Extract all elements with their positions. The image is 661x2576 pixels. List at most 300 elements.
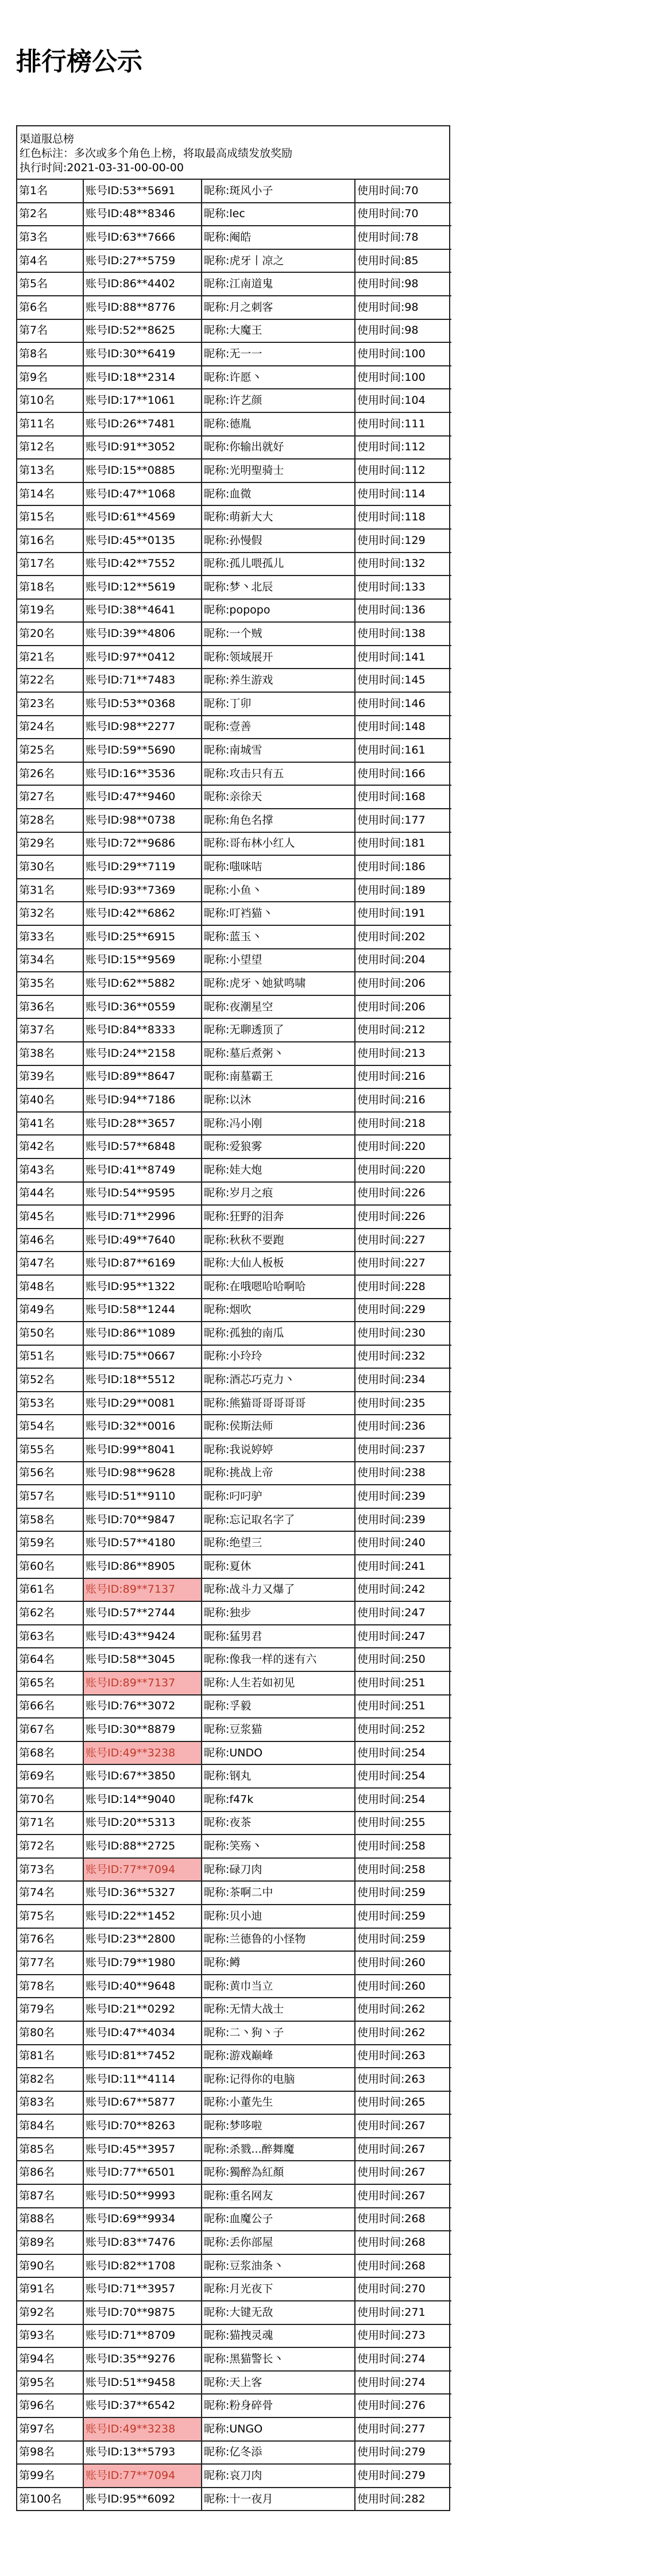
account-id-cell: 账号ID:53**0368 [83,692,202,716]
table-row [17,1299,451,1322]
rank-cell: 第82名 [17,2068,83,2091]
account-id-cell: 账号ID:98**0738 [83,809,202,832]
time-used-cell: 使用时间:202 [355,925,451,949]
table-row [17,1158,451,1182]
time-used-cell: 使用时间:239 [355,1508,451,1532]
nickname-cell: 昵称:丢你部屋 [202,2231,355,2254]
account-id-cell: 账号ID:36**0559 [83,995,202,1019]
account-id-cell: 账号ID:77**6501 [83,2161,202,2184]
time-used-cell: 使用时间:100 [355,342,451,366]
time-used-cell: 使用时间:227 [355,1252,451,1275]
account-id-cell: 账号ID:61**4569 [83,505,202,529]
table-row [17,412,451,436]
rank-cell: 第15名 [17,505,83,529]
time-used-cell: 使用时间:247 [355,1601,451,1625]
table-row [17,855,451,879]
table-row [17,1485,451,1508]
nickname-cell: 昵称:血魔公子 [202,2208,355,2231]
account-id-cell: 账号ID:22**1452 [83,1905,202,1928]
rank-cell: 第80名 [17,2021,83,2045]
time-used-cell: 使用时间:279 [355,2441,451,2465]
table-row [17,1998,451,2021]
time-used-cell: 使用时间:267 [355,2114,451,2138]
account-id-cell: 账号ID:42**6862 [83,902,202,925]
nickname-cell: 昵称:壹善 [202,716,355,739]
table-row [17,739,451,762]
table-row [17,785,451,809]
rank-cell: 第70名 [17,1788,83,1812]
nickname-cell: 昵称:墓后煮粥丶 [202,1042,355,1065]
table-row [17,2208,451,2231]
account-id-cell: 账号ID:47**9460 [83,785,202,809]
table-row [17,366,451,389]
nickname-cell: 昵称:天上客 [202,2371,355,2395]
account-id-cell: 账号ID:70**9875 [83,2301,202,2324]
table-row [17,972,451,995]
nickname-cell: 昵称:钢丸 [202,1764,355,1788]
table-row [17,1695,451,1718]
rank-cell: 第72名 [17,1835,83,1858]
time-used-cell: 使用时间:237 [355,1438,451,1462]
account-id-cell: 账号ID:81**7452 [83,2045,202,2068]
table-row [17,203,451,226]
table-row [17,692,451,716]
nickname-cell: 昵称:岁月之痕 [202,1182,355,1206]
rank-cell: 第12名 [17,436,83,459]
nickname-cell: 昵称:挑战上帝 [202,1462,355,1485]
table-row [17,2184,451,2208]
time-used-cell: 使用时间:206 [355,995,451,1019]
time-used-cell: 使用时间:277 [355,2417,451,2441]
account-id-cell: 账号ID:36**5327 [83,1881,202,1905]
table-row [17,669,451,692]
nickname-cell: 昵称:人生若如初见 [202,1671,355,1695]
account-id-cell: 账号ID:12**5619 [83,576,202,599]
time-used-cell: 使用时间:236 [355,1415,451,1438]
rank-cell: 第24名 [17,716,83,739]
time-used-cell: 使用时间:251 [355,1695,451,1718]
nickname-cell: 昵称:popopo [202,599,355,623]
nickname-cell: 昵称:爱狼雾 [202,1135,355,1158]
nickname-cell: 昵称:小玲玲 [202,1345,355,1369]
time-used-cell: 使用时间:228 [355,1275,451,1299]
rank-cell: 第58名 [17,1508,83,1532]
nickname-cell: 昵称:角色名撑 [202,809,355,832]
account-id-cell: 账号ID:88**2725 [83,1835,202,1858]
nickname-cell: 昵称:孙慢假 [202,529,355,553]
time-used-cell: 使用时间:274 [355,2371,451,2395]
table-row [17,716,451,739]
table-row [17,1648,451,1671]
table-row [17,529,451,553]
table-row [17,832,451,856]
rank-cell: 第9名 [17,366,83,389]
time-used-cell: 使用时间:234 [355,1368,451,1392]
rank-cell: 第29名 [17,832,83,856]
account-id-cell: 账号ID:29**0081 [83,1392,202,1415]
nickname-cell: 昵称:攻击只有五 [202,762,355,786]
page-title: 排行榜公示 [16,47,142,76]
rank-cell: 第34名 [17,949,83,972]
rank-cell: 第21名 [17,646,83,669]
rank-cell: 第13名 [17,459,83,482]
table-row [17,389,451,412]
time-used-cell: 使用时间:259 [355,1928,451,1952]
table-row [17,1951,451,1975]
rank-cell: 第93名 [17,2324,83,2348]
table-row [17,180,451,203]
nickname-cell: 昵称:月之刺客 [202,296,355,319]
nickname-cell: 昵称:小望望 [202,949,355,972]
account-id-cell: 账号ID:89**7137 [83,1671,202,1695]
account-id-cell: 账号ID:29**7119 [83,855,202,879]
time-used-cell: 使用时间:100 [355,366,451,389]
time-used-cell: 使用时间:177 [355,809,451,832]
rank-cell: 第84名 [17,2114,83,2138]
time-used-cell: 使用时间:70 [355,203,451,226]
table-row [17,1905,451,1928]
nickname-cell: 昵称:UNDO [202,1741,355,1765]
table-row [17,1531,451,1555]
nickname-cell: 昵称:夜茶 [202,1812,355,1835]
nickname-cell: 昵称:烟吹 [202,1299,355,1322]
account-id-cell: 账号ID:13**5793 [83,2441,202,2465]
time-used-cell: 使用时间:189 [355,879,451,902]
rank-cell: 第65名 [17,1671,83,1695]
nickname-cell: 昵称:无聊透顶了 [202,1018,355,1042]
nickname-cell: 昵称:UNGO [202,2417,355,2441]
time-used-cell: 使用时间:267 [355,2184,451,2208]
time-used-cell: 使用时间:220 [355,1135,451,1158]
rank-cell: 第74名 [17,1881,83,1905]
rank-cell: 第98名 [17,2441,83,2465]
nickname-cell: 昵称:娃大炮 [202,1158,355,1182]
table-row [17,762,451,786]
nickname-cell: 昵称:亿冬添 [202,2441,355,2465]
nickname-cell: 昵称:黑猫警长丶 [202,2347,355,2371]
nickname-cell: 昵称:哥布林小红人 [202,832,355,856]
account-id-cell: 账号ID:76**3072 [83,1695,202,1718]
time-used-cell: 使用时间:213 [355,1042,451,1065]
table-row [17,2045,451,2068]
table-row [17,2138,451,2161]
rank-cell: 第81名 [17,2045,83,2068]
rank-cell: 第96名 [17,2394,83,2417]
table-row [17,925,451,949]
account-id-cell: 账号ID:95**1322 [83,1275,202,1299]
account-id-cell: 账号ID:71**3957 [83,2277,202,2301]
account-id-cell: 账号ID:17**1061 [83,389,202,412]
rank-cell: 第42名 [17,1135,83,1158]
nickname-cell: 昵称:猫拽灵魂 [202,2324,355,2348]
nickname-cell: 昵称:粉身碎骨 [202,2394,355,2417]
time-used-cell: 使用时间:220 [355,1158,451,1182]
rank-cell: 第46名 [17,1229,83,1252]
account-id-cell: 账号ID:57**4180 [83,1531,202,1555]
rank-cell: 第59名 [17,1531,83,1555]
nickname-cell: 昵称:我说婷婷 [202,1438,355,1462]
account-id-cell: 账号ID:37**6542 [83,2394,202,2417]
table-row [17,1601,451,1625]
nickname-cell: 昵称:丁卯 [202,692,355,716]
table-row [17,1229,451,1252]
nickname-cell: 昵称:德胤 [202,412,355,436]
time-used-cell: 使用时间:129 [355,529,451,553]
nickname-cell: 昵称:月光夜下 [202,2277,355,2301]
channel-label: 渠道服总榜 [20,133,75,145]
rank-cell: 第99名 [17,2464,83,2488]
account-id-cell: 账号ID:67**3850 [83,1764,202,1788]
account-id-cell: 账号ID:77**7094 [83,1858,202,1882]
table-row [17,2301,451,2324]
table-row [17,2114,451,2138]
account-id-cell: 账号ID:79**1980 [83,1951,202,1975]
rank-cell: 第36名 [17,995,83,1019]
table-row [17,2347,451,2371]
time-used-cell: 使用时间:132 [355,553,451,576]
nickname-cell: 昵称:无情大战士 [202,1998,355,2021]
nickname-cell: 昵称:蓝玉丶 [202,925,355,949]
rank-cell: 第22名 [17,669,83,692]
time-used-cell: 使用时间:226 [355,1205,451,1229]
nickname-cell: 昵称:许愿丶 [202,366,355,389]
rank-cell: 第94名 [17,2347,83,2371]
time-used-cell: 使用时间:242 [355,1578,451,1602]
nickname-cell: 昵称:记得你的电脑 [202,2068,355,2091]
table-row [17,272,451,296]
rank-cell: 第37名 [17,1018,83,1042]
table-row [17,1928,451,1952]
rank-cell: 第25名 [17,739,83,762]
account-id-cell: 账号ID:67**5877 [83,2091,202,2115]
rank-cell: 第4名 [17,249,83,273]
time-used-cell: 使用时间:254 [355,1764,451,1788]
rank-cell: 第47名 [17,1252,83,1275]
nickname-cell: 昵称:光明聖骑士 [202,459,355,482]
nickname-cell: 昵称:领域展开 [202,646,355,669]
account-id-cell: 账号ID:48**8346 [83,203,202,226]
account-id-cell: 账号ID:84**8333 [83,1018,202,1042]
account-id-cell: 账号ID:28**3657 [83,1112,202,1136]
rank-cell: 第16名 [17,529,83,553]
time-used-cell: 使用时间:104 [355,389,451,412]
time-used-cell: 使用时间:271 [355,2301,451,2324]
table-row [17,1368,451,1392]
nickname-cell: 昵称:亲徐天 [202,785,355,809]
rank-cell: 第88名 [17,2208,83,2231]
rank-cell: 第8名 [17,342,83,366]
table-row [17,1345,451,1369]
rank-cell: 第69名 [17,1764,83,1788]
account-id-cell: 账号ID:20**5313 [83,1812,202,1835]
account-id-cell: 账号ID:40**9648 [83,1975,202,1998]
table-row [17,342,451,366]
rank-cell: 第54名 [17,1415,83,1438]
table-row [17,505,451,529]
time-used-cell: 使用时间:191 [355,902,451,925]
table-row [17,2464,451,2488]
table-row [17,1275,451,1299]
account-id-cell: 账号ID:99**8041 [83,1438,202,1462]
account-id-cell: 账号ID:39**4806 [83,622,202,646]
time-used-cell: 使用时间:227 [355,1229,451,1252]
table-row [17,459,451,482]
time-used-cell: 使用时间:247 [355,1625,451,1648]
table-row [17,2254,451,2278]
account-id-cell: 账号ID:54**9595 [83,1182,202,1206]
table-row [17,2277,451,2301]
account-id-cell: 账号ID:70**8263 [83,2114,202,2138]
account-id-cell: 账号ID:26**7481 [83,412,202,436]
time-used-cell: 使用时间:250 [355,1648,451,1671]
time-used-cell: 使用时间:98 [355,272,451,296]
nickname-cell: 昵称:游戏巅峰 [202,2045,355,2068]
table-row [17,1625,451,1648]
time-used-cell: 使用时间:251 [355,1671,451,1695]
rank-cell: 第66名 [17,1695,83,1718]
nickname-cell: 昵称:大键无敌 [202,2301,355,2324]
nickname-cell: 昵称:战斗力又爆了 [202,1578,355,1602]
time-used-cell: 使用时间:146 [355,692,451,716]
rank-cell: 第87名 [17,2184,83,2208]
table-row [17,622,451,646]
nickname-cell: 昵称:无一一 [202,342,355,366]
time-used-cell: 使用时间:148 [355,716,451,739]
rank-cell: 第19名 [17,599,83,623]
time-used-cell: 使用时间:267 [355,2161,451,2184]
nickname-cell: 昵称:以沐 [202,1088,355,1112]
table-row [17,319,451,343]
account-id-cell: 账号ID:27**5759 [83,249,202,273]
nickname-cell: 昵称:狂野的泪奔 [202,1205,355,1229]
rank-cell: 第35名 [17,972,83,995]
nickname-cell: 昵称:虎牙丨凉之 [202,249,355,273]
rank-cell: 第17名 [17,553,83,576]
rank-cell: 第3名 [17,226,83,249]
nickname-cell: 昵称:嗤咪咭 [202,855,355,879]
nickname-cell: 昵称:茶啊二中 [202,1881,355,1905]
ranking-table-body [17,180,451,2510]
table-row [17,2488,451,2511]
time-used-cell: 使用时间:260 [355,1975,451,1998]
time-used-cell: 使用时间:98 [355,319,451,343]
time-used-cell: 使用时间:240 [355,1531,451,1555]
table-row [17,436,451,459]
table-row [17,1205,451,1229]
account-id-cell: 账号ID:95**6092 [83,2488,202,2511]
account-id-cell: 账号ID:98**2277 [83,716,202,739]
account-id-cell: 账号ID:91**3052 [83,436,202,459]
rank-cell: 第76名 [17,1928,83,1952]
nickname-cell: 昵称:十一夜月 [202,2488,355,2511]
table-row [17,1438,451,1462]
time-used-cell: 使用时间:78 [355,226,451,249]
table-row [17,1741,451,1765]
account-id-cell: 账号ID:86**1089 [83,1322,202,1345]
rank-cell: 第56名 [17,1462,83,1485]
account-id-cell: 账号ID:57**6848 [83,1135,202,1158]
rank-cell: 第78名 [17,1975,83,1998]
time-used-cell: 使用时间:259 [355,1881,451,1905]
rank-cell: 第86名 [17,2161,83,2184]
table-row [17,1812,451,1835]
time-used-cell: 使用时间:141 [355,646,451,669]
nickname-cell: 昵称:你输出就好 [202,436,355,459]
table-row [17,1415,451,1438]
time-used-cell: 使用时间:270 [355,2277,451,2301]
time-used-cell: 使用时间:263 [355,2045,451,2068]
table-row [17,2231,451,2254]
table-row [17,296,451,319]
account-id-cell: 账号ID:77**7094 [83,2464,202,2488]
rank-cell: 第55名 [17,1438,83,1462]
table-row [17,995,451,1019]
table-row [17,2068,451,2091]
account-id-cell: 账号ID:59**5690 [83,739,202,762]
time-used-cell: 使用时间:254 [355,1741,451,1765]
time-used-cell: 使用时间:276 [355,2394,451,2417]
account-id-cell: 账号ID:87**6169 [83,1252,202,1275]
table-row [17,2021,451,2045]
table-row [17,1835,451,1858]
account-id-cell: 账号ID:43**9424 [83,1625,202,1648]
table-row [17,1881,451,1905]
account-id-cell: 账号ID:75**0667 [83,1345,202,1369]
account-id-cell: 账号ID:51**9458 [83,2371,202,2395]
nickname-cell: 昵称:萌新大大 [202,505,355,529]
nickname-cell: 昵称:忘记取名字了 [202,1508,355,1532]
nickname-cell: 昵称:孤儿喂孤儿 [202,553,355,576]
table-row [17,1135,451,1158]
table-row [17,1462,451,1485]
table-row [17,576,451,599]
rank-cell: 第91名 [17,2277,83,2301]
time-used-cell: 使用时间:138 [355,622,451,646]
exec-time: 执行时间:2021-03-31-00-00-00 [20,161,184,174]
rank-cell: 第44名 [17,1182,83,1206]
rank-cell: 第39名 [17,1065,83,1089]
table-row [17,902,451,925]
time-used-cell: 使用时间:212 [355,1018,451,1042]
time-used-cell: 使用时间:273 [355,2324,451,2348]
nickname-cell: 昵称:碌刀肉 [202,1858,355,1882]
time-used-cell: 使用时间:112 [355,436,451,459]
time-used-cell: 使用时间:268 [355,2208,451,2231]
time-used-cell: 使用时间:114 [355,482,451,506]
rank-cell: 第97名 [17,2417,83,2441]
nickname-cell: 昵称:侯斯法师 [202,1415,355,1438]
table-row [17,1788,451,1812]
nickname-cell: 昵称:杀戮...醉舞魔 [202,2138,355,2161]
rank-cell: 第85名 [17,2138,83,2161]
ranking-table [17,180,451,2510]
time-used-cell: 使用时间:218 [355,1112,451,1136]
rank-cell: 第62名 [17,1601,83,1625]
nickname-cell: 昵称:一个贼 [202,622,355,646]
time-used-cell: 使用时间:238 [355,1462,451,1485]
account-id-cell: 账号ID:25**6915 [83,925,202,949]
table-row [17,1671,451,1695]
rank-cell: 第32名 [17,902,83,925]
rank-cell: 第20名 [17,622,83,646]
account-id-cell: 账号ID:45**3957 [83,2138,202,2161]
time-used-cell: 使用时间:216 [355,1065,451,1089]
rank-cell: 第23名 [17,692,83,716]
table-row [17,1018,451,1042]
account-id-cell: 账号ID:21**0292 [83,1998,202,2021]
nickname-cell: 昵称:叮裆猫丶 [202,902,355,925]
time-used-cell: 使用时间:262 [355,1998,451,2021]
